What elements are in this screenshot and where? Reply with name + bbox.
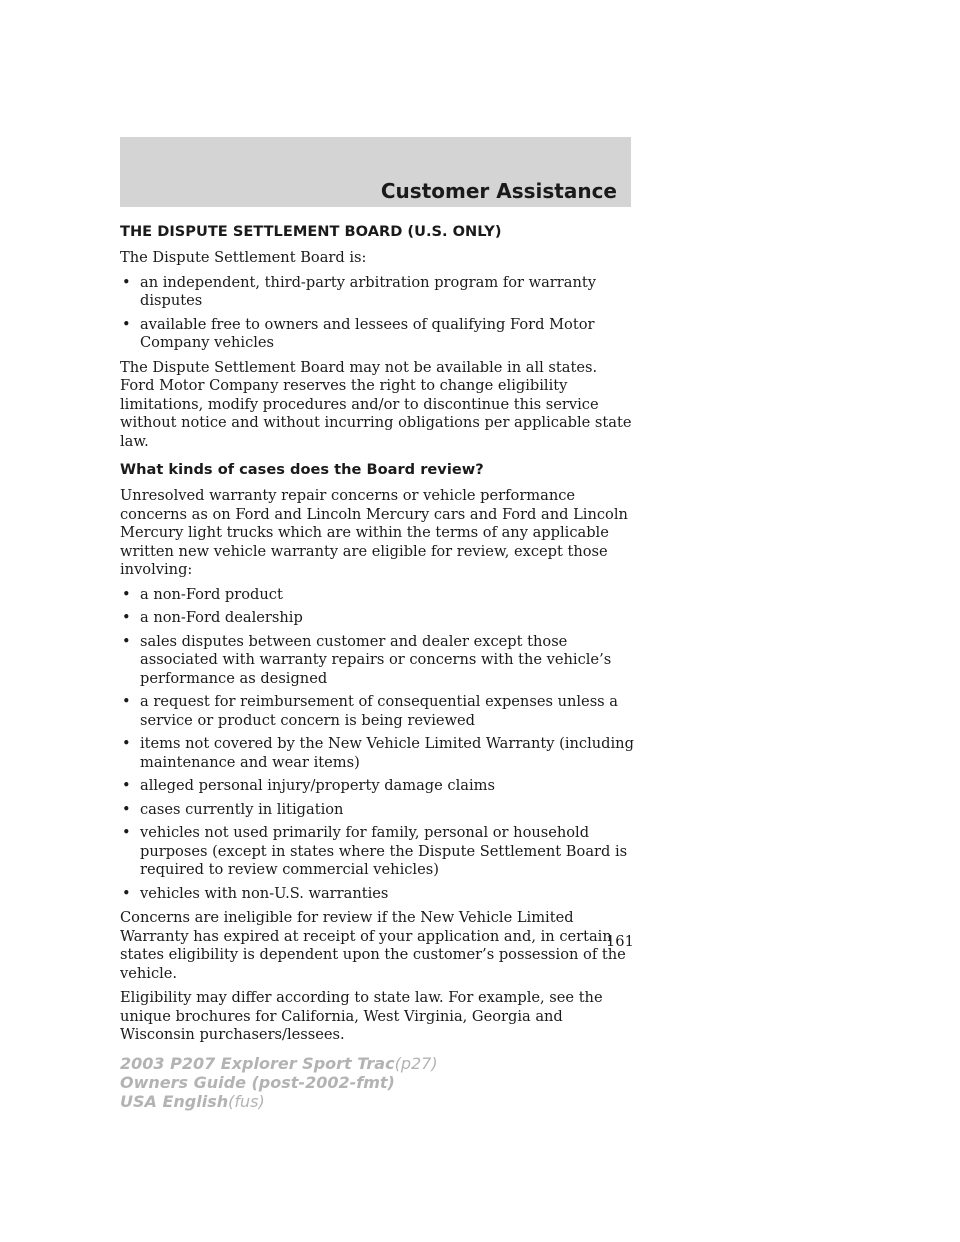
section-heading-cases: What kinds of cases does the Board review? — [120, 461, 484, 478]
list-item: • vehicles not used primarily for family, personal or household purposes (except in states where the Dispute Settlement Board is required to review commercial vehicles) — [122, 824, 628, 878]
bullet-icon: • — [122, 273, 131, 291]
state-law-paragraph: Eligibility may differ according to state law. For example, see the unique brochures for California, West Virginia, Georgia and Wisconsin purchasers/lessees. — [120, 989, 603, 1043]
page-number: 161 — [606, 933, 634, 950]
availability-paragraph: The Dispute Settlement Board may not be available in all states. Ford Motor Company reserves the right to change eligibility limitations, modify procedures and/or to discontinue this service without notice and without incurring obligations per applicable state law. — [120, 358, 632, 450]
bullet-icon: • — [122, 632, 131, 650]
bullet-icon: • — [122, 585, 131, 603]
bullet-icon: • — [122, 693, 131, 710]
bullet-icon: • — [122, 609, 131, 626]
ineligible-paragraph: Concerns are ineligible for review if the New Vehicle Limited Warranty has expired at receipt of your application and, in certain states eligibility is dependent upon the customer’s possession of the vehicle. — [120, 909, 626, 982]
section-heading-dispute-board: THE DISPUTE SETTLEMENT BOARD (U.S. ONLY) — [120, 223, 502, 240]
list-item: • sales disputes between customer and dealer except those associated with warranty repairs or concerns with the vehicle’s performance as designed — [122, 632, 612, 687]
list-item: • alleged personal injury/property damage claims — [122, 777, 495, 794]
list-item: • cases currently in litigation — [122, 800, 344, 818]
intro-paragraph: The Dispute Settlement Board is: — [120, 249, 367, 266]
list-item: • available free to owners and lessees of qualifying Ford Motor Company vehicles — [122, 315, 595, 351]
board-description-list — [120, 274, 635, 353]
bullet-icon: • — [122, 884, 131, 902]
section-header-band — [120, 137, 631, 207]
section-title: Customer Assistance — [380, 179, 617, 203]
bullet-icon: • — [122, 777, 131, 794]
bullet-icon: • — [122, 315, 131, 333]
exclusions-list — [120, 586, 635, 904]
eligibility-intro-paragraph: Unresolved warranty repair concerns or vehicle performance concerns as on Ford and Lincoln Mercury cars and Ford and Lincoln Mercury light trucks which are within the terms of any applicable written new vehicle warranty are eligible for review, except those involving: — [120, 487, 628, 578]
footer-line-2: Owners Guide (post-2002-fmt) — [120, 1073, 395, 1092]
list-item: • a non-Ford dealership — [122, 609, 303, 626]
list-item: • an independent, third-party arbitration program for warranty disputes — [122, 273, 596, 309]
list-item: • items not covered by the New Vehicle Limited Warranty (including maintenance and wear items) — [122, 735, 634, 771]
footer-line-3: USA English(fus) — [120, 1092, 265, 1111]
bullet-icon: • — [122, 735, 131, 752]
bullet-icon: • — [122, 800, 131, 818]
footer-line-1: 2003 P207 Explorer Sport Trac(p27) — [120, 1054, 438, 1073]
page-content — [120, 223, 635, 1051]
document-footer — [120, 1054, 438, 1111]
list-item: • a non-Ford product — [122, 585, 283, 603]
bullet-icon: • — [122, 824, 131, 841]
list-item: • vehicles with non-U.S. warranties — [122, 884, 389, 902]
list-item: • a request for reimbursement of consequential expenses unless a service or product concern is being reviewed — [122, 693, 619, 729]
